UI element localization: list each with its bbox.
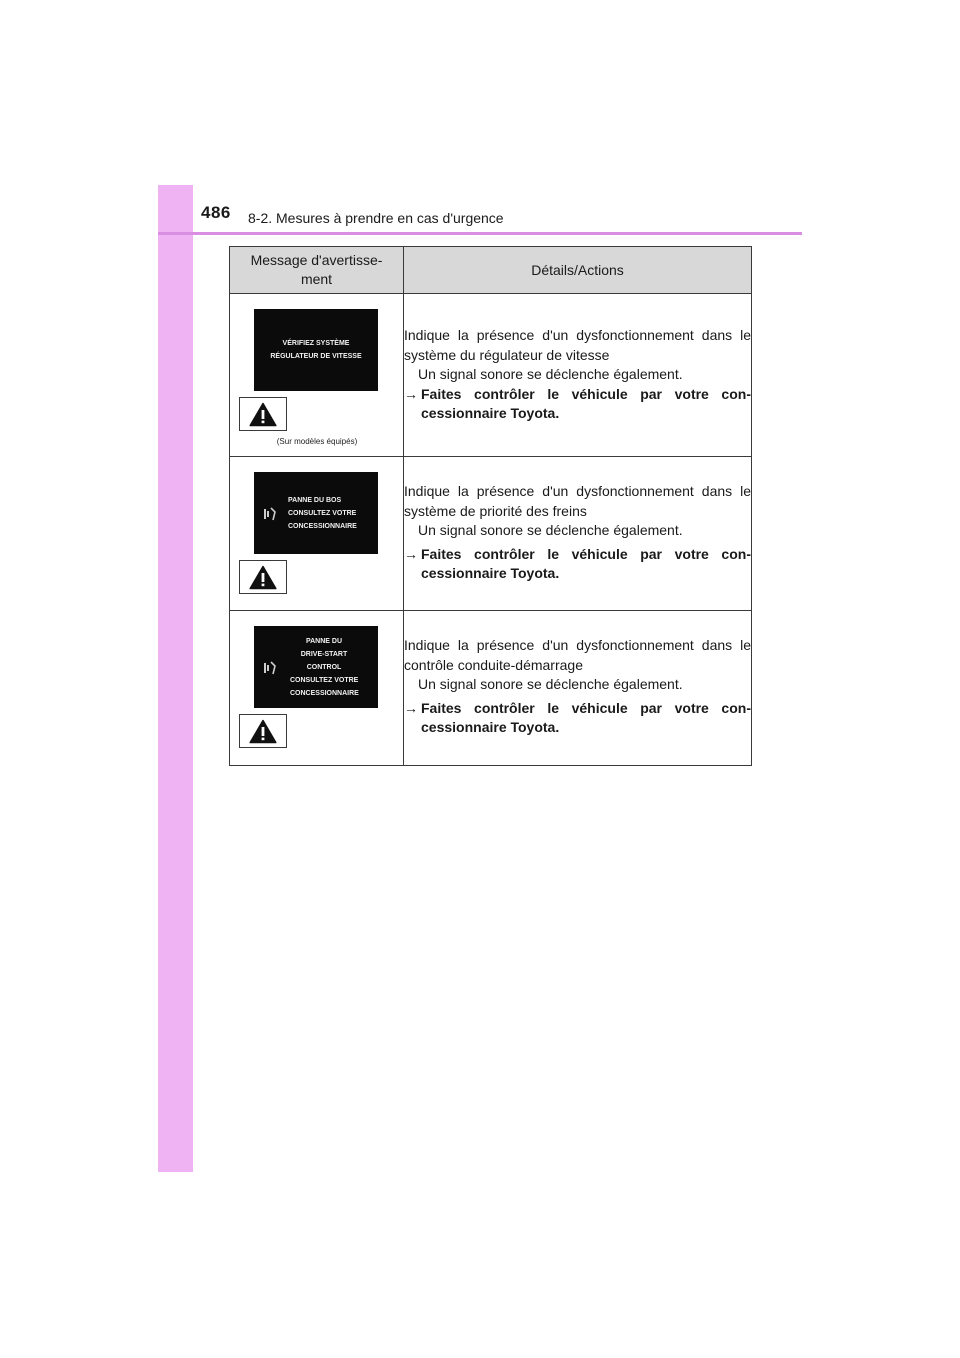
warning-message-table: [229, 246, 752, 766]
table-header-row: [230, 247, 752, 294]
screen-text: PANNE DU BOS: [288, 496, 342, 504]
chapter-side-bar: [158, 185, 193, 1172]
screen-text: PANNE DU: [305, 637, 343, 645]
screen-text: RÉGULATEUR DE VITESSE: [270, 353, 362, 360]
warning-symbol-box: [239, 714, 287, 748]
sound-note: Un signal sonore se déclenche également.: [418, 676, 683, 692]
warning-triangle-icon: [249, 719, 277, 744]
arrow-icon: →: [404, 385, 418, 402]
page-number: 486: [201, 203, 231, 222]
warning-message-cell: [230, 294, 404, 457]
screen-text: CONTROL: [306, 663, 342, 671]
screen-text: CONSULTEZ VOTRE: [288, 509, 357, 517]
screen-text: DRIVE-START: [300, 650, 348, 658]
description-text: Indique la présence d'un dysfonctionnement dans le système du régulateur de vitesse: [404, 327, 751, 363]
screen-text: VÉRIFIEZ SYSTÈME: [282, 340, 350, 347]
section-title: 8-2. Mesures à prendre en cas d'urgence: [248, 210, 504, 226]
sound-note: Un signal sonore se déclenche également.: [418, 522, 683, 538]
action-instruction: → Faites contrôler le véhicule par votre con-cessionnaire Toyota.: [404, 699, 751, 738]
table-row: [230, 611, 752, 766]
brake-pedal-icon: [262, 660, 278, 676]
display-screen: [254, 309, 378, 391]
brake-pedal-icon: [262, 506, 278, 522]
sound-note: Un signal sonore se déclenche également.: [418, 366, 683, 382]
details-cell: [404, 457, 752, 611]
screen-text: CONSULTEZ VOTRE: [290, 676, 359, 684]
description-text: Indique la présence d'un dysfonctionnement dans le contrôle conduite-démarrage: [404, 637, 751, 673]
warning-message-cell: [230, 611, 404, 766]
model-note: (Sur modèles équipés): [276, 437, 358, 446]
details-cell: [404, 294, 752, 457]
arrow-icon: →: [404, 699, 418, 716]
description-text: Indique la présence d'un dysfonctionnement dans le système de priorité des freins: [404, 483, 751, 519]
screen-text: CONCESSIONNAIRE: [290, 689, 359, 697]
display-screen: [254, 472, 378, 554]
arrow-icon: →: [404, 545, 418, 562]
action-instruction: → Faites contrôler le véhicule par votre con-cessionnaire Toyota.: [404, 385, 751, 424]
warning-message-cell: [230, 457, 404, 611]
warning-symbol-box: [239, 397, 287, 431]
warning-symbol-box: [239, 560, 287, 594]
warning-triangle-icon: [249, 565, 277, 590]
table-row: [230, 294, 752, 457]
warning-triangle-icon: [249, 402, 277, 427]
display-screen: [254, 626, 378, 708]
action-instruction: → Faites contrôler le véhicule par votre con-cessionnaire Toyota.: [404, 545, 751, 584]
column-header-message: Message d'avertisse- ment: [230, 247, 404, 294]
screen-text: CONCESSIONNAIRE: [288, 522, 357, 530]
header-rule: [158, 232, 802, 235]
column-header-details: Détails/Actions: [404, 247, 752, 294]
details-cell: [404, 611, 752, 766]
table-row: [230, 457, 752, 611]
